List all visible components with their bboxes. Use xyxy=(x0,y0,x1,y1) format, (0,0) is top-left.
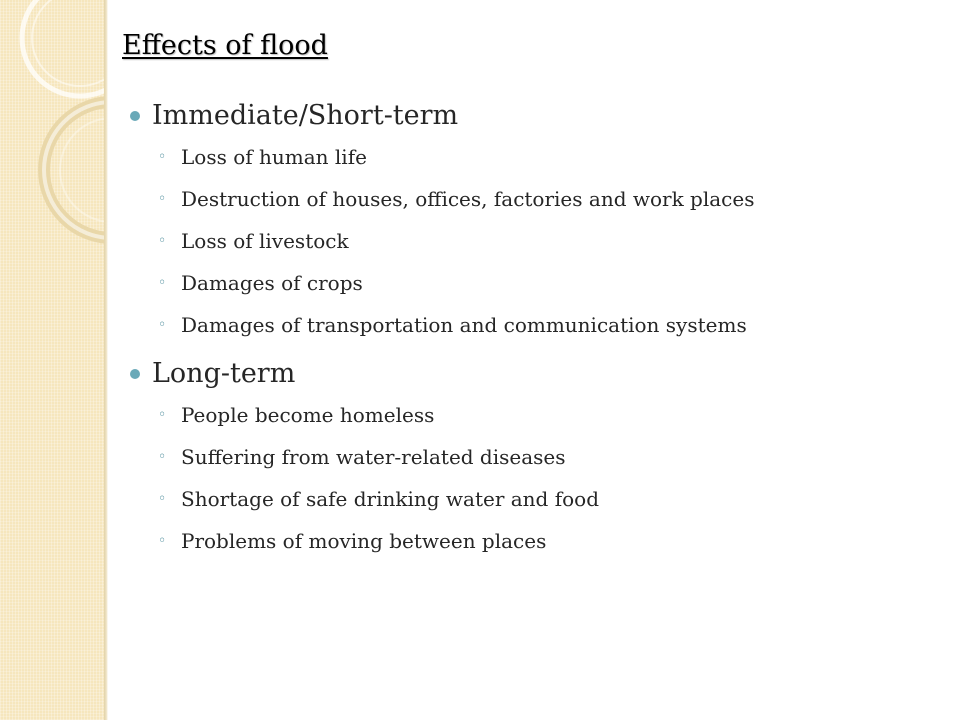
list-item xyxy=(130,520,930,562)
hollow-circle-bullet-icon: ◦ xyxy=(158,149,167,165)
list-item xyxy=(130,436,930,478)
list-item xyxy=(130,262,930,304)
list-item xyxy=(130,394,930,436)
hollow-circle-bullet-icon: ◦ xyxy=(158,191,167,207)
slide-content xyxy=(130,96,930,570)
hollow-circle-bullet-icon: ◦ xyxy=(158,533,167,549)
slide-title: Effects of flood xyxy=(122,30,328,61)
section-heading xyxy=(130,96,930,136)
list-item-text: Loss of human life xyxy=(181,145,367,169)
list-item xyxy=(130,178,930,220)
list-item xyxy=(130,304,930,346)
filled-circle-bullet-icon xyxy=(130,369,140,379)
hollow-circle-bullet-icon: ◦ xyxy=(158,449,167,465)
sub-list xyxy=(130,136,930,346)
section-heading-text: Long-term xyxy=(152,358,296,389)
list-item-text: Problems of moving between places xyxy=(181,529,547,553)
list-item-text: Destruction of houses, offices, factories and work places xyxy=(181,187,755,211)
list-item-text: Damages of transportation and communication systems xyxy=(181,313,747,337)
hollow-circle-bullet-icon: ◦ xyxy=(158,491,167,507)
list-item-text: Loss of livestock xyxy=(181,229,349,253)
decorative-rings-icon xyxy=(0,0,106,260)
hollow-circle-bullet-icon: ◦ xyxy=(158,317,167,333)
sidebar-divider xyxy=(104,0,108,720)
section-short-term xyxy=(130,96,930,346)
hollow-circle-bullet-icon: ◦ xyxy=(158,407,167,423)
list-item xyxy=(130,220,930,262)
decorative-sidebar xyxy=(0,0,106,720)
hollow-circle-bullet-icon: ◦ xyxy=(158,275,167,291)
section-heading-text: Immediate/Short-term xyxy=(152,100,459,131)
list-item xyxy=(130,478,930,520)
sub-list xyxy=(130,394,930,562)
list-item xyxy=(130,136,930,178)
list-item-text: People become homeless xyxy=(181,403,435,427)
hollow-circle-bullet-icon: ◦ xyxy=(158,233,167,249)
list-item-text: Damages of crops xyxy=(181,271,363,295)
list-item-text: Shortage of safe drinking water and food xyxy=(181,487,600,511)
list-item-text: Suffering from water-related diseases xyxy=(181,445,566,469)
filled-circle-bullet-icon xyxy=(130,111,140,121)
section-heading xyxy=(130,354,930,394)
section-long-term xyxy=(130,354,930,562)
